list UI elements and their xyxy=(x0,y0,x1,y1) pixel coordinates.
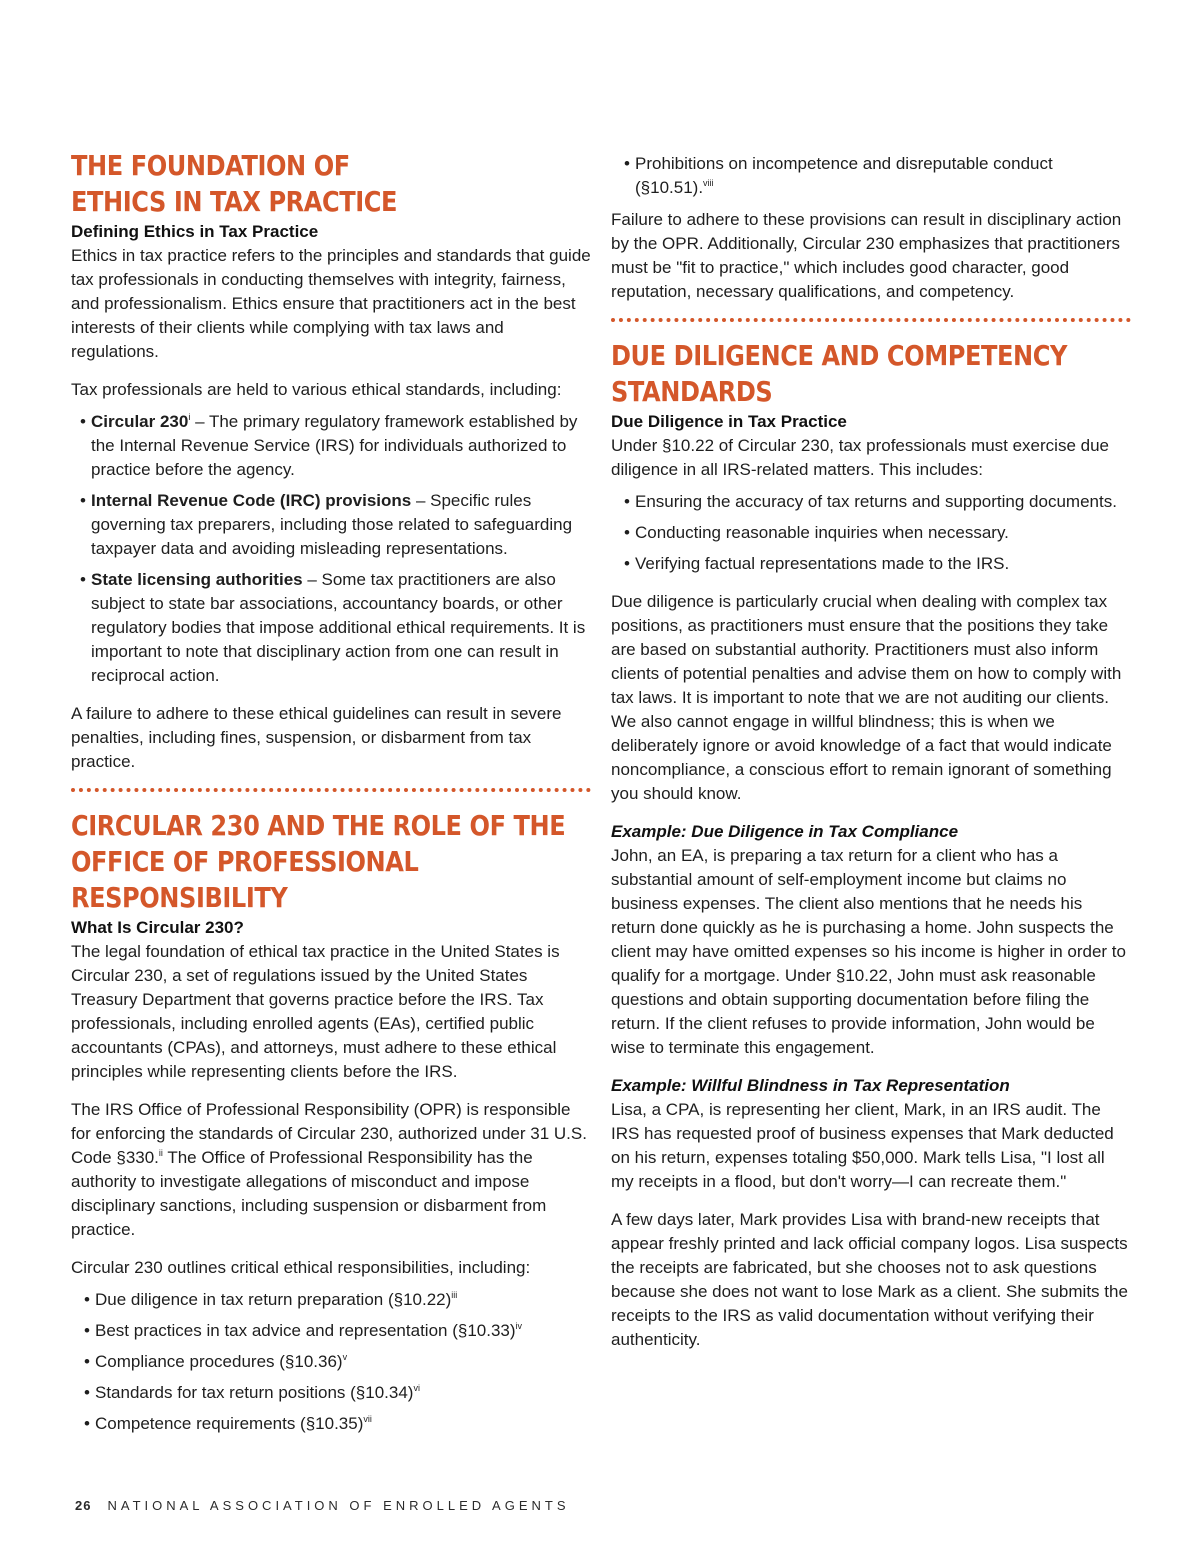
paragraph: The IRS Office of Professional Responsibility (OPR) is responsible for enforcing the standards of Circular 230, authorized under 31 U.S. Code §330.$^{ii}$ The Office of Professional Responsibility has the authority to investigate allegations of misconduct and impose disciplinary sanctions, including suspension or disbarment from practice. xyxy=(71,1100,587,1239)
subheading-due-diligence: Due Diligence in Tax Practice xyxy=(611,412,847,431)
left-column xyxy=(71,148,591,1450)
paragraph: Tax professionals are held to various ethical standards, including: xyxy=(71,380,562,399)
standards-list xyxy=(71,410,591,688)
page-footer xyxy=(75,1498,570,1513)
paragraph: Ethics in tax practice refers to the principles and standards that guide tax professionals in conducting themselves with integrity, fairness, and professionalism. Ethics ensure that practitioners act in the best interests of their clients while complying with tax laws and regulations. xyxy=(71,246,591,361)
right-column xyxy=(611,152,1131,1366)
paragraph: A failure to adhere to these ethical guidelines can result in severe penalties, including fines, suspension, or disbarment from tax practice. xyxy=(71,704,562,771)
list-item: • Internal Revenue Code (IRC) provisions – Specific rules governing tax preparers, including those related to safeguarding taxpayer data and avoiding misleading representations. xyxy=(71,489,591,561)
dotted-divider xyxy=(71,788,591,792)
list-item: • Standards for tax return positions (§10.34)$^{vi}$ xyxy=(75,1381,591,1405)
responsibilities-list-continued xyxy=(615,152,1131,200)
subheading-defining-ethics: Defining Ethics in Tax Practice xyxy=(71,222,319,241)
paragraph: Lisa, a CPA, is representing her client, Mark, in an IRS audit. The IRS has requested proof of business expenses that Mark deducted on his return, expenses totaling $50,000. Mark tells Lisa, "I lost all my receipts in a flood, but don't worry—I can recreate them." xyxy=(611,1100,1114,1191)
section-title-circular-230: CIRCULAR 230 AND THE ROLE OF THE OFFICE OF PROFESSIONAL RESPONSIBILITY xyxy=(71,809,566,914)
paragraph: The legal foundation of ethical tax practice in the United States is Circular 230, a set of regulations issued by the United States Treasury Department that governs practice before the IRS. Tax professionals, including enrolled agents (EAs), certified public accountants (CPAs), and attorneys, must adhere to these ethical principles while representing clients before the IRS. xyxy=(71,942,560,1081)
list-item: • Circular 230$^i$ – The primary regulatory framework established by the Internal Revenue Service (IRS) for individuals authorized to practice before the agency. xyxy=(71,410,591,482)
paragraph: John, an EA, is preparing a tax return for a client who has a substantial amount of self-employment income but claims no business expenses. The client also mentions that he needs his return done quickly as he is purchasing a home. John suspects the client may have omitted expenses so his income is higher in order to qualify for a mortgage. Under §10.22, John must ask reasonable questions and obtain supporting documentation before filing the return. If the client refuses to provide information, John would be wise to terminate this engagement. xyxy=(611,846,1126,1057)
list-item: • Prohibitions on incompetence and disreputable conduct (§10.51).$^{viii}$ xyxy=(615,152,1131,200)
list-item: • Compliance procedures (§10.36)$^v$ xyxy=(75,1350,591,1374)
paragraph: A few days later, Mark provides Lisa with brand-new receipts that appear freshly printed and lack official company logos. Lisa suspects the receipts are fabricated, but she chooses not to ask questions because she does not want to lose Mark as a client. She submits the receipts to the IRS as valid documentation without verifying their authenticity. xyxy=(611,1210,1128,1349)
page-number: 26 xyxy=(75,1498,92,1513)
paragraph: Circular 230 outlines critical ethical responsibilities, including: xyxy=(71,1258,531,1277)
list-item: • Ensuring the accuracy of tax returns and supporting documents. xyxy=(615,490,1131,514)
paragraph: Failure to adhere to these provisions can result in disciplinary action by the OPR. Additionally, Circular 230 emphasizes that practitioners must be "fit to practice," which includes good character, good reputation, necessary qualifications, and competency. xyxy=(611,210,1122,301)
subheading-what-is-circular-230: What Is Circular 230? xyxy=(71,918,244,937)
due-diligence-list xyxy=(615,490,1131,576)
section-title-foundation: THE FOUNDATION OF ETHICS IN TAX PRACTICE xyxy=(71,149,398,218)
list-item: • Conducting reasonable inquiries when necessary. xyxy=(615,521,1131,545)
paragraph: Under §10.22 of Circular 230, tax professionals must exercise due diligence in all IRS-related matters. This includes: xyxy=(611,436,1109,479)
list-item: • State licensing authorities – Some tax practitioners are also subject to state bar associations, accountancy boards, or other regulatory bodies that impose additional ethical requirements. It is important to note that disciplinary action from one can result in reciprocal action. xyxy=(71,568,591,688)
example-title-due-diligence: Example: Due Diligence in Tax Compliance xyxy=(611,822,959,841)
paragraph: Due diligence is particularly crucial when dealing with complex tax positions, as practitioners must ensure that the positions they take are based on substantial authority. Practitioners must also inform clients of potential penalties and advise them on how to comply with tax laws. It is important to note that we are not auditing our clients. We also cannot engage in willful blindness; this is when we deliberately ignore or avoid knowledge of a fact that would indicate noncompliance, a conscious effort to remain ignorant of something you should know. xyxy=(611,592,1122,803)
list-item: • Verifying factual representations made to the IRS. xyxy=(615,552,1131,576)
responsibilities-list xyxy=(75,1288,591,1436)
list-item: • Best practices in tax advice and representation (§10.33)$^{iv}$ xyxy=(75,1319,591,1343)
list-item: • Competence requirements (§10.35)$^{vii}$ xyxy=(75,1412,591,1436)
section-title-due-diligence: DUE DILIGENCE AND COMPETENCY STANDARDS xyxy=(611,339,1067,408)
list-item: • Due diligence in tax return preparation (§10.22)$^{iii}$ xyxy=(75,1288,591,1312)
publication-name: NATIONAL ASSOCIATION OF ENROLLED AGENTS xyxy=(107,1498,570,1513)
dotted-divider xyxy=(611,318,1131,322)
example-title-willful-blindness: Example: Willful Blindness in Tax Representation xyxy=(611,1076,1010,1095)
